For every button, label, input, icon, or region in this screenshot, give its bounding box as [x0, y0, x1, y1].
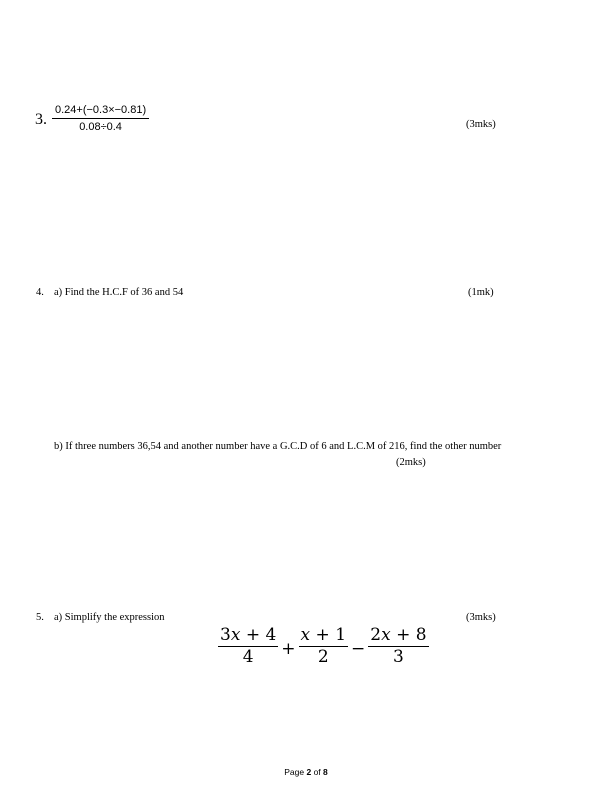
- fraction-1-numerator: [218, 625, 278, 646]
- f1-coef: 3: [220, 625, 231, 645]
- footer-total-pages: 8: [323, 767, 328, 777]
- question-3-denominator: 0.08÷0.4: [79, 121, 122, 133]
- fraction-1-denominator: 4: [242, 647, 254, 667]
- expression-fraction-2: [299, 625, 348, 668]
- f2-rest: + 1: [310, 625, 347, 645]
- question-3-number: 3.: [35, 111, 47, 128]
- minus-operator: −: [351, 638, 366, 659]
- question-4b-text: b) If three numbers 36,54 and another number have a G.C.D of 6 and L.C.M of 216, find the other number: [54, 441, 502, 452]
- f3-rest: + 8: [390, 625, 427, 645]
- question-3-numerator: 0.24+(−0.3×−0.81): [55, 104, 147, 116]
- question-4a-marks: (1mk): [468, 287, 494, 298]
- f3-coef: 2: [370, 625, 382, 645]
- fraction-2-denominator: 2: [317, 647, 329, 667]
- f3-var: x: [381, 625, 391, 645]
- footer-of-word: of: [313, 767, 321, 777]
- plus-operator: +: [281, 638, 296, 659]
- fraction-2-numerator: [299, 625, 348, 646]
- f1-var: x: [230, 625, 241, 645]
- question-4b-marks: (2mks): [396, 457, 426, 468]
- expression-fraction-1: [218, 625, 278, 668]
- f1-rest: + 4: [240, 625, 277, 645]
- question-5-number: 5.: [36, 612, 44, 623]
- page-footer: [0, 767, 612, 777]
- footer-current-page: 2: [306, 767, 312, 777]
- question-5a-text: a) Simplify the expression: [54, 612, 165, 623]
- question-3-marks: (3mks): [466, 119, 496, 130]
- fraction-bar: [52, 118, 149, 119]
- f2-var: x: [300, 625, 311, 645]
- question-5a-marks: (3mks): [466, 612, 496, 623]
- question-5-expression: [218, 625, 429, 668]
- question-4-number: 4.: [36, 287, 44, 298]
- question-3-fraction: [52, 104, 149, 133]
- fraction-3-denominator: 3: [393, 647, 404, 667]
- fraction-3-numerator: [368, 625, 428, 646]
- expression-fraction-3: [368, 625, 428, 668]
- question-4a-text: a) Find the H.C.F of 36 and 54: [54, 287, 184, 298]
- footer-page-word: Page: [284, 767, 305, 777]
